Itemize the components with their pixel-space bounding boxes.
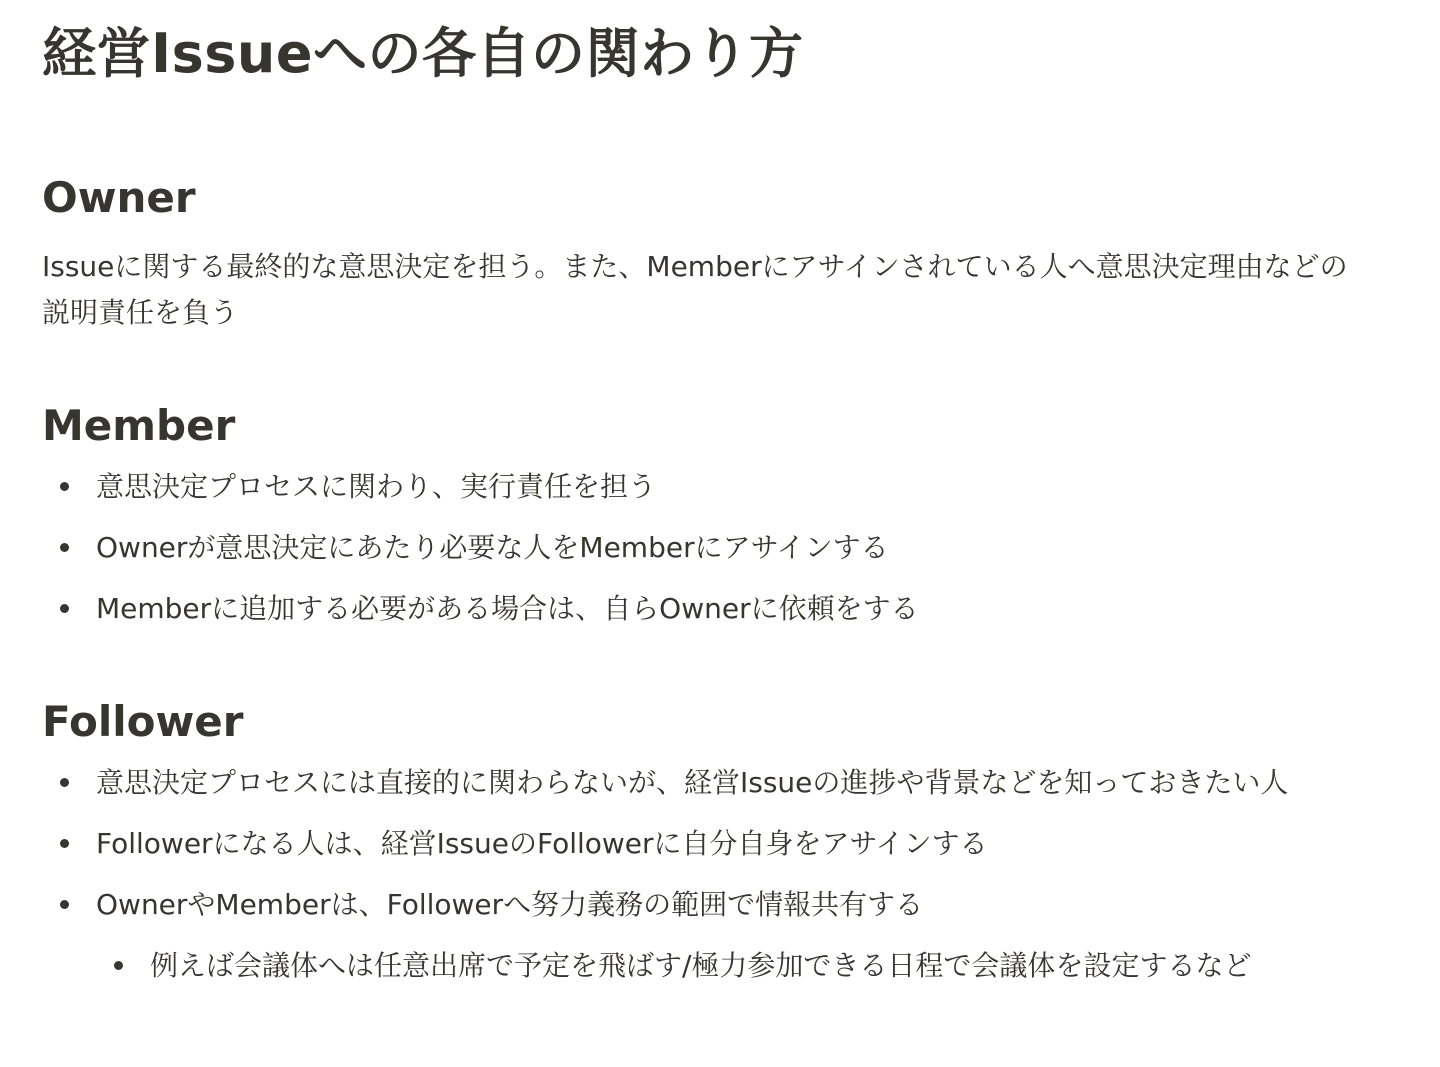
- member-heading: Member: [42, 401, 236, 450]
- follower-heading: Follower: [42, 697, 244, 746]
- bullet-icon: [114, 961, 123, 970]
- bullet-icon: [60, 543, 69, 552]
- list-item: [42, 821, 1358, 867]
- bullet-icon: [60, 839, 69, 848]
- bullet-icon: [60, 778, 69, 787]
- list-item: [42, 464, 1358, 510]
- page-title: 経営Issueへの各自の関わり方: [42, 22, 804, 85]
- sub-list-item-text: 例えば会議体へは任意出席で予定を飛ばす/極力参加できる日程で会議体を設定するなど: [150, 949, 1252, 982]
- list-item-text: OwnerやMemberは、Followerへ努力義務の範囲で情報共有する: [96, 888, 924, 921]
- bullet-icon: [60, 900, 69, 909]
- member-section: [42, 398, 1360, 632]
- list-item: [42, 882, 1358, 989]
- owner-description: Issueに関する最終的な意思決定を担う。また、Memberにアサインされている人へ意思決定理由などの説明責任を負う: [42, 250, 1348, 329]
- owner-section: [42, 170, 1360, 336]
- list-item-text: Ownerが意思決定にあたり必要な人をMemberにアサインする: [96, 531, 889, 564]
- follower-sub-list: [96, 943, 1358, 989]
- list-item-text: Followerになる人は、経営IssueのFollowerに自分自身をアサインする: [96, 827, 988, 860]
- sub-list-item: [96, 943, 1358, 989]
- list-item: [42, 525, 1358, 571]
- list-item-text: 意思決定プロセスには直接的に関わらないが、経営Issueの進捗や背景などを知っておきたい人: [96, 766, 1289, 799]
- owner-heading: Owner: [42, 173, 196, 222]
- list-item-text: Memberに追加する必要がある場合は、自らOwnerに依頼をする: [96, 592, 919, 625]
- list-item-text: 意思決定プロセスに関わり、実行責任を担う: [96, 470, 657, 503]
- member-list: [42, 464, 1360, 632]
- bullet-icon: [60, 604, 69, 613]
- follower-section: [42, 694, 1360, 989]
- follower-list: [42, 760, 1360, 989]
- bullet-icon: [60, 482, 69, 491]
- list-item: [42, 760, 1358, 806]
- list-item: [42, 586, 1358, 632]
